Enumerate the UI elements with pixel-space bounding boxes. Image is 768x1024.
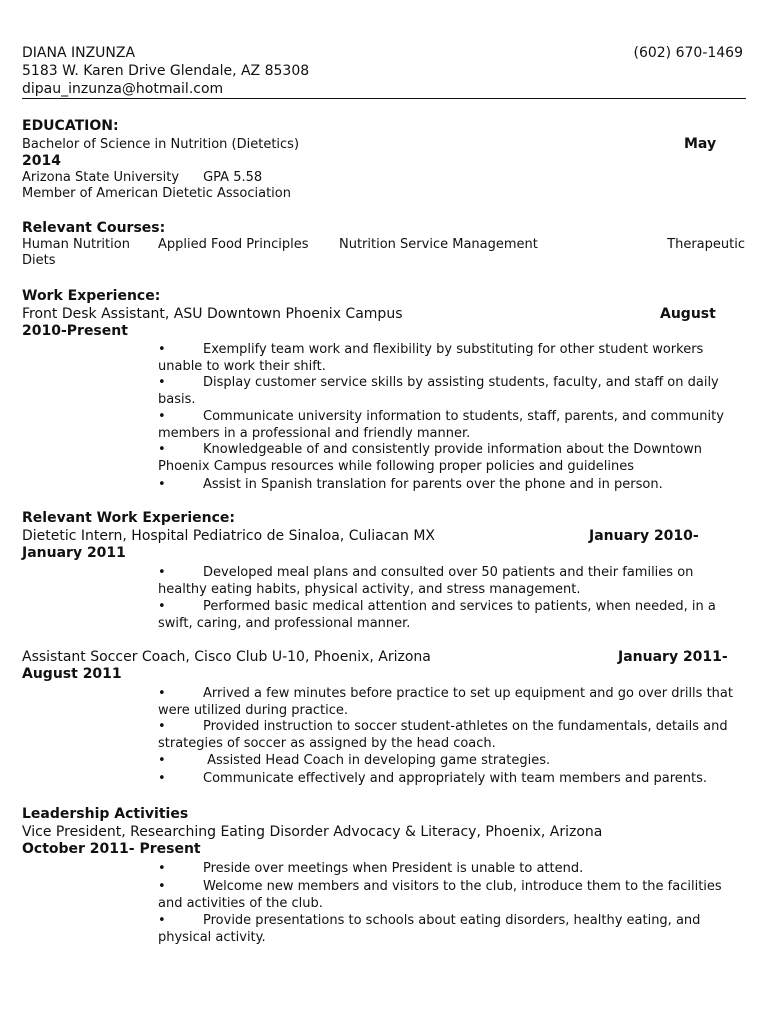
job-date-end: January 2011 [22,545,126,561]
bullet-icon: • [158,771,166,786]
bullet-item: • Exemplify team work and flexibility by substituting for other student workers unable to work their shift. [158,342,704,374]
bullet-item: • Communicate university information to students, staff, parents, and community members in a professional and friendly manner. [158,409,724,441]
leadership-date: October 2011- Present [22,841,201,857]
job-date-end: 2010-Present [22,323,128,339]
job-title: Dietetic Intern, Hospital Pediatrico de Sinaloa, Culiacan MX [22,528,436,544]
bullet-icon: • [158,599,166,614]
bullet-icon: • [158,879,166,894]
job-title: Assistant Soccer Coach, Cisco Club U-10, Phoenix, Arizona [22,649,431,665]
course-item: Therapeutic [667,237,745,252]
bullet-item: • Knowledgeable of and consistently provide information about the Downtown Phoenix Campus resources while following proper policies and guidelines [158,442,703,474]
bullet-icon: • [158,861,166,876]
job-date-start: January 2010- [589,528,699,544]
relevant-work-heading: Relevant Work Experience: [22,510,235,526]
school [22,170,262,186]
membership: Member of American Dietetic Association [22,186,291,201]
bullet-icon: • [158,342,166,357]
course-item-wrap: Diets [22,253,56,268]
job-date-end: August 2011 [22,666,122,682]
bullet-icon: • [158,753,166,768]
degree: Bachelor of Science in Nutrition (Dietetics) [22,137,300,152]
course-item: Applied Food Principles [158,237,309,252]
bullet-item: • Welcome new members and visitors to the club, introduce them to the facilities and activities of the club. [158,879,722,911]
bullet-item: • Display customer service skills by assisting students, faculty, and staff on daily basis. [158,375,719,407]
bullet-item: • Developed meal plans and consulted over 50 patients and their families on healthy eating habits, physical activity, and stress management. [158,565,694,597]
header-divider [22,98,746,99]
gpa: GPA 5.58 [203,170,263,185]
email: dipau_inzunza@hotmail.com [22,81,224,97]
school-name: Arizona State University [22,170,180,185]
bullet-item: • Performed basic medical attention and services to patients, when needed, in a swift, caring, and professional manner. [158,599,716,631]
bullet-icon: • [158,719,166,734]
phone-number: (602) 670-1469 [633,45,743,61]
bullet-icon: • [158,477,166,492]
bullet-item: • Assisted Head Coach in developing game strategies. [158,753,551,768]
bullet-icon: • [158,686,166,701]
job-title: Front Desk Assistant, ASU Downtown Phoenix Campus [22,306,403,322]
bullet-item: • Arrived a few minutes before practice to set up equipment and go over drills that were utilized during practice. [158,686,733,718]
bullet-item: • Communicate effectively and appropriately with team members and parents. [158,771,708,786]
bullet-icon: • [158,375,166,390]
bullet-item: • Assist in Spanish translation for parents over the phone and in person. [158,477,663,492]
bullet-item: • Provided instruction to soccer student-athletes on the fundamentals, details and strategies of soccer as assigned by the head coach. [158,719,728,751]
bullet-icon: • [158,565,166,580]
courses-heading: Relevant Courses: [22,220,166,236]
leadership-title: Vice President, Researching Eating Disorder Advocacy & Literacy, Phoenix, Arizona [22,824,603,840]
work-heading: Work Experience: [22,288,161,304]
candidate-name: DIANA INZUNZA [22,45,136,61]
job-date-start: January 2011- [618,649,728,665]
bullet-item: • Preside over meetings when President is unable to attend. [158,861,584,876]
bullet-icon: • [158,913,166,928]
course-item: Human Nutrition [22,237,130,252]
course-item: Nutrition Service Management [339,237,538,252]
leadership-heading: Leadership Activities [22,806,189,822]
bullet-icon: • [158,409,166,424]
address: 5183 W. Karen Drive Glendale, AZ 85308 [22,63,310,79]
bullet-item: • Provide presentations to schools about eating disorders, healthy eating, and physical activity. [158,913,701,945]
bullet-icon: • [158,442,166,457]
job-date-start: August [660,306,716,322]
degree-date-month: May [684,136,717,152]
education-heading: EDUCATION: [22,118,119,134]
degree-date-year: 2014 [22,153,61,169]
